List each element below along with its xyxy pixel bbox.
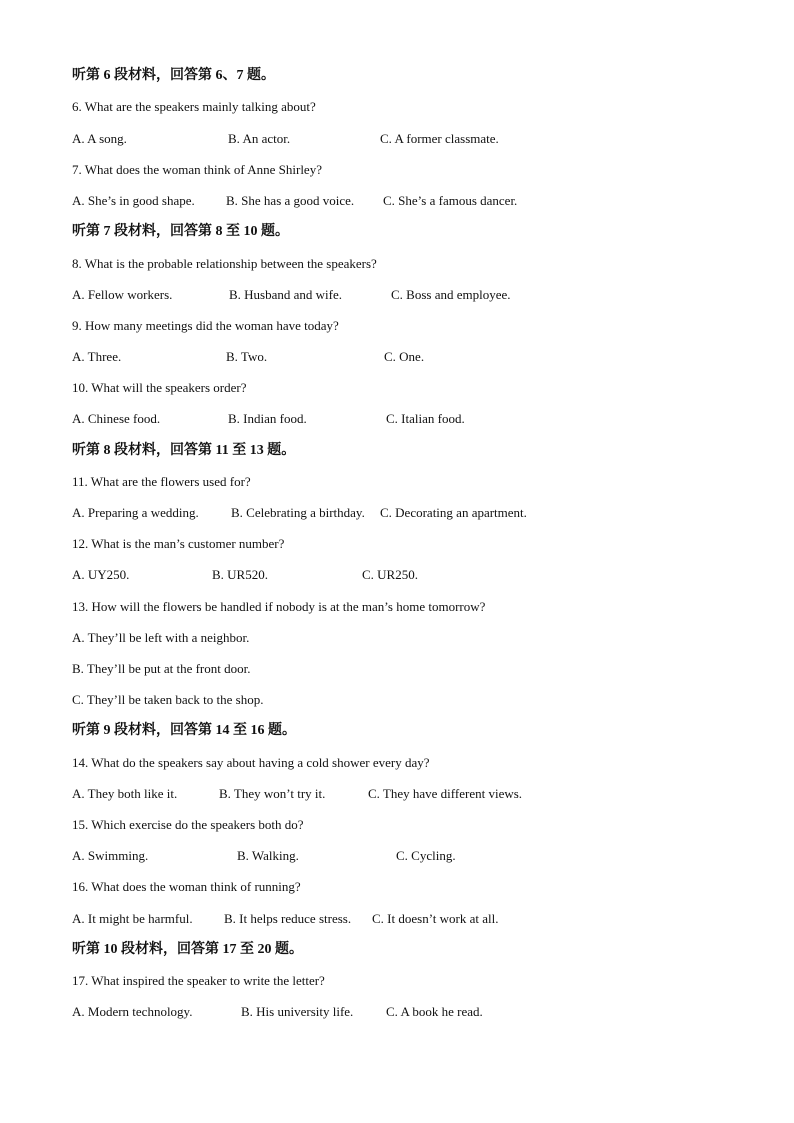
- option-b: B. They won’t try it.: [219, 786, 326, 801]
- option-b: B. An actor.: [228, 131, 291, 146]
- option-a: A. They’ll be left with a neighbor.: [72, 630, 250, 645]
- option-c: C. Decorating an apartment.: [380, 505, 527, 520]
- option-c: C. Cycling.: [396, 848, 456, 863]
- section-heading: 听第 7 段材料，回答第 8 至 10 题。: [72, 224, 289, 239]
- question-text: 7. What does the woman think of Anne Shirley?: [72, 162, 322, 177]
- option-b: B. Indian food.: [228, 411, 307, 426]
- option-b: B. Two.: [226, 349, 268, 364]
- section-heading: 听第 9 段材料，回答第 14 至 16 题。: [72, 723, 296, 738]
- question-text: 11. What are the flowers used for?: [72, 474, 251, 489]
- option-b: B. It helps reduce stress.: [224, 911, 352, 926]
- option-c: C. A former classmate.: [380, 131, 499, 146]
- option-b: B. Husband and wife.: [229, 287, 343, 302]
- option-c: C. Boss and employee.: [391, 287, 511, 302]
- question-text: 17. What inspired the speaker to write the letter?: [72, 973, 325, 988]
- option-a: A. Modern technology.: [72, 1004, 193, 1019]
- question-text: 16. What does the woman think of running?: [72, 879, 301, 894]
- option-c: C. One.: [384, 349, 425, 364]
- question-text: 6. What are the speakers mainly talking about?: [72, 99, 316, 114]
- option-a: A. She’s in good shape.: [72, 193, 195, 208]
- question-text: 14. What do the speakers say about having a cold shower every day?: [72, 755, 430, 770]
- option-c: C. A book he read.: [386, 1004, 483, 1019]
- option-a: A. It might be harmful.: [72, 911, 193, 926]
- option-b: B. Walking.: [237, 848, 299, 863]
- option-b: B. UR520.: [212, 567, 268, 582]
- option-a: A. Chinese food.: [72, 411, 161, 426]
- question-text: 8. What is the probable relationship between the speakers?: [72, 256, 377, 271]
- question-text: 15. Which exercise do the speakers both do?: [72, 817, 304, 832]
- option-a: A. Swimming.: [72, 848, 149, 863]
- section-heading: 听第 8 段材料，回答第 11 至 13 题。: [72, 443, 296, 458]
- question-text: 9. How many meetings did the woman have today?: [72, 318, 339, 333]
- option-b: B. Celebrating a birthday.: [231, 505, 365, 520]
- option-a: A. UY250.: [72, 567, 130, 582]
- option-c: C. UR250.: [362, 567, 418, 582]
- section-heading: 听第 10 段材料，回答第 17 至 20 题。: [72, 942, 303, 957]
- option-b: B. They’ll be put at the front door.: [72, 661, 251, 676]
- option-a: A. Three.: [72, 349, 122, 364]
- option-c: C. They have different views.: [368, 786, 523, 801]
- option-c: C. It doesn’t work at all.: [372, 911, 499, 926]
- question-text: 13. How will the flowers be handled if nobody is at the man’s home tomorrow?: [72, 599, 486, 614]
- option-c: C. Italian food.: [386, 411, 465, 426]
- option-c: C. She’s a famous dancer.: [383, 193, 518, 208]
- option-b: B. She has a good voice.: [226, 193, 355, 208]
- option-b: B. His university life.: [241, 1004, 354, 1019]
- question-text: 10. What will the speakers order?: [72, 380, 247, 395]
- option-a: A. Preparing a wedding.: [72, 505, 199, 520]
- option-c: C. They’ll be taken back to the shop.: [72, 692, 264, 707]
- option-a: A. Fellow workers.: [72, 287, 173, 302]
- section-heading: 听第 6 段材料，回答第 6、7 题。: [72, 68, 275, 83]
- question-text: 12. What is the man’s customer number?: [72, 536, 285, 551]
- option-a: A. A song.: [72, 131, 127, 146]
- option-a: A. They both like it.: [72, 786, 178, 801]
